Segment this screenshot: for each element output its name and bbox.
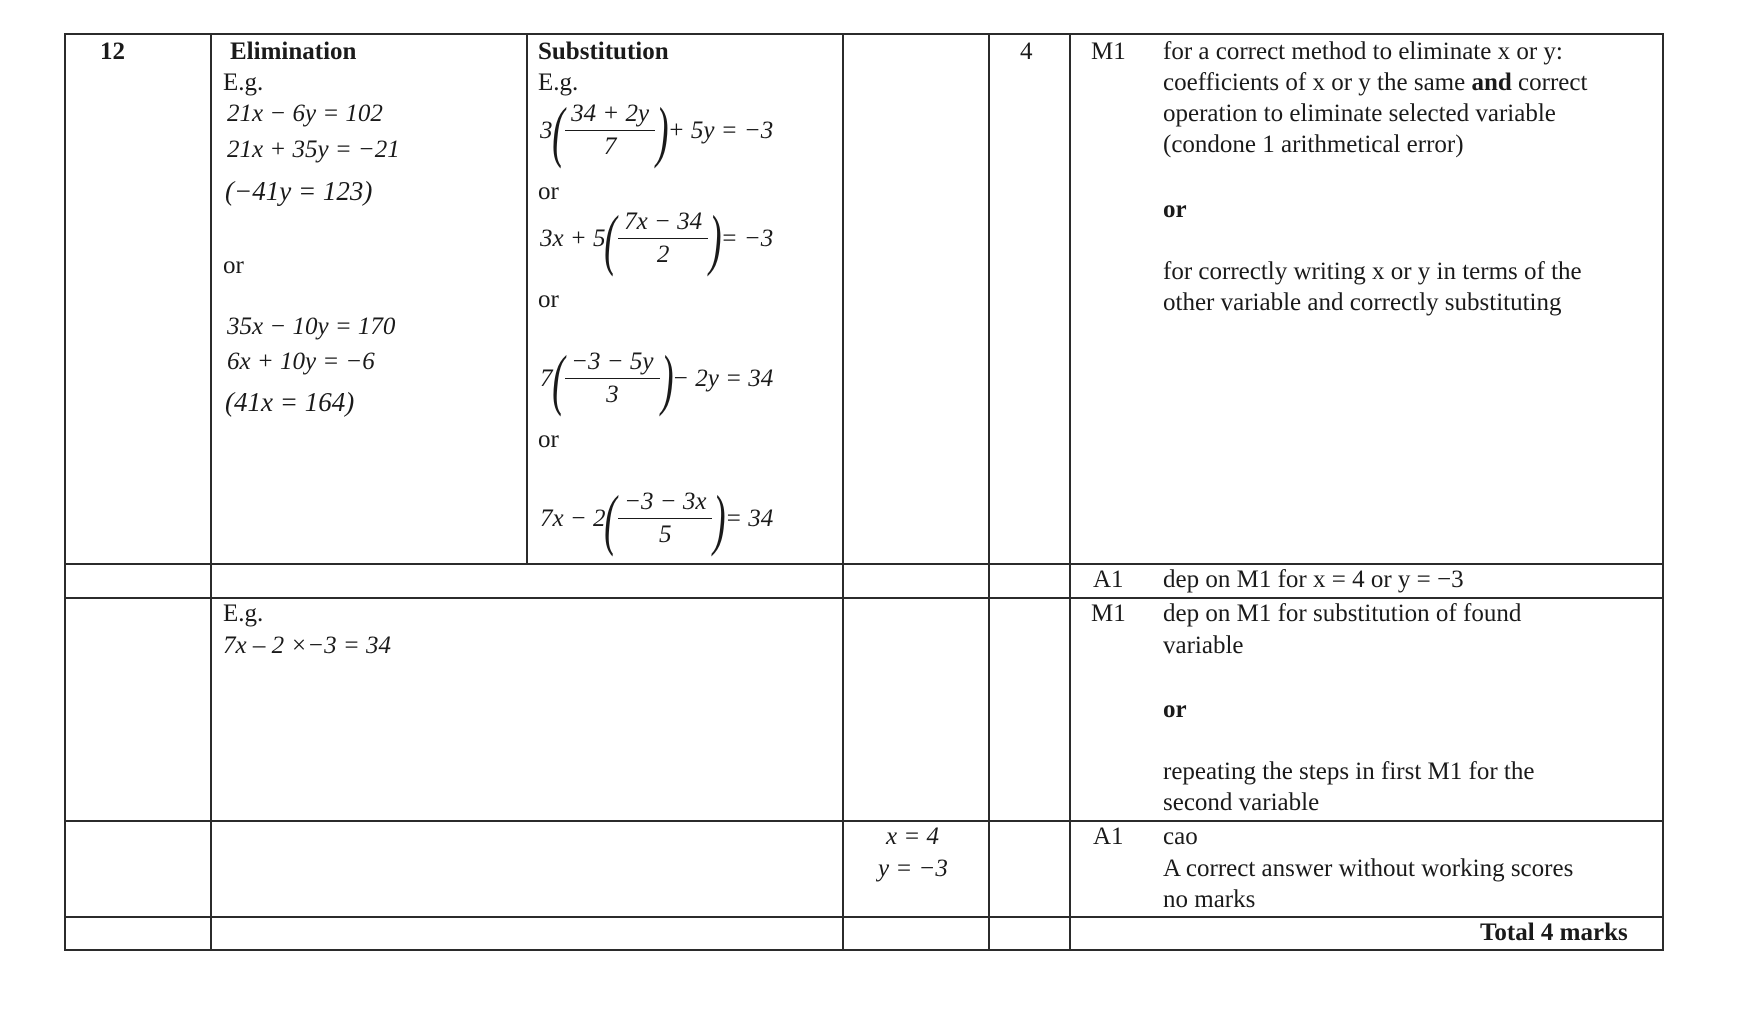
guidance-note: for correctly writing x or y in terms of the [1163,258,1582,285]
right-paren: ) [709,200,722,277]
elimination-equation: 21x + 35y = −21 [227,136,400,163]
fraction-denominator: 5 [659,521,672,548]
elimination-heading: Elimination [230,38,357,65]
substitution-or: or [538,286,559,313]
question-number: 12 [100,38,125,65]
column-divider [1069,33,1071,951]
substitution-equation [540,340,774,417]
table-border-right [1662,33,1664,951]
eq-suffix: = −3 [720,224,774,252]
guidance-note: second variable [1163,789,1320,816]
column-divider [988,33,990,951]
substitution-equation [540,92,774,169]
table-border-top [64,33,1664,35]
left-paren: ( [551,92,565,169]
fraction-numerator: 34 + 2y [565,100,655,131]
substitution-equation [540,480,774,557]
guidance-note: (condone 1 arithmetical error) [1163,131,1464,158]
eq-prefix: 7x − 2 [540,504,606,532]
guidance-note: cao [1163,823,1198,850]
fraction [618,208,708,269]
column-divider [64,33,66,951]
mark-code: A1 [1093,823,1124,850]
mark-total-cell: 4 [1020,38,1033,65]
substitution-or: or [538,426,559,453]
working-equation: 7x – 2 ×−3 = 34 [223,632,391,659]
elimination-result: (41x = 164) [225,387,355,417]
elimination-or: or [223,252,244,279]
left-paren: ( [551,340,565,417]
eq-prefix: 7 [540,364,553,392]
fraction-denominator: 2 [656,241,670,268]
table-border-bottom [64,949,1664,951]
elimination-eg: E.g. [223,69,264,96]
eq-suffix: − 2y = 34 [672,364,774,392]
left-paren: ( [604,200,618,277]
working-eg: E.g. [223,600,264,627]
fraction-numerator: −3 − 3x [618,488,712,519]
right-paren: ) [713,480,727,557]
guidance-or: or [1163,696,1187,723]
guidance-note: for a correct method to eliminate x or y: [1163,38,1563,65]
elimination-equation: 6x + 10y = −6 [227,348,375,375]
mark-code: M1 [1091,600,1126,627]
guidance-text: correct [1511,69,1588,96]
mark-code: A1 [1093,566,1124,593]
fraction-numerator: −3 − 5y [565,348,659,379]
guidance-note: operation to eliminate selected variable [1163,100,1556,127]
total-marks: Total 4 marks [1480,919,1628,946]
substitution-heading: Substitution [538,38,669,65]
guidance-or: or [1163,196,1187,223]
elimination-equation: 35x − 10y = 170 [227,313,396,340]
final-answer: x = 4 [886,823,939,850]
row-divider [64,916,1664,918]
elimination-result: (−41y = 123) [225,176,373,206]
fraction [565,348,659,409]
final-answer: y = −3 [878,855,948,882]
fraction-denominator: 3 [606,381,619,408]
substitution-eg: E.g. [538,69,579,96]
guidance-note: dep on M1 for x = 4 or y = −3 [1163,566,1464,593]
substitution-equation [540,200,774,277]
eq-suffix: + 5y = −3 [667,116,774,144]
fraction [618,488,712,549]
fraction-denominator: 7 [603,133,617,160]
right-paren: ) [656,92,669,169]
right-paren: ) [660,340,674,417]
column-divider [842,33,844,951]
guidance-note: repeating the steps in first M1 for the [1163,758,1535,785]
guidance-note: dep on M1 for substitution of found [1163,600,1522,627]
guidance-note: variable [1163,632,1244,659]
mark-code: M1 [1091,38,1126,65]
eq-prefix: 3x + 5 [540,224,606,252]
guidance-note: other variable and correctly substituting [1163,289,1562,316]
eq-prefix: 3 [540,116,553,144]
guidance-emphasis: and [1471,69,1512,96]
guidance-note: no marks [1163,886,1256,913]
guidance-note: A correct answer without working scores [1163,855,1574,882]
substitution-or: or [538,178,559,205]
elimination-equation: 21x − 6y = 102 [227,100,383,127]
row-divider [64,820,1664,822]
column-divider [526,33,528,565]
fraction [565,100,655,161]
eq-suffix: = 34 [725,504,774,532]
guidance-text: coefficients of x or y the same [1163,69,1472,96]
guidance-note [1163,67,1587,99]
left-paren: ( [604,480,618,557]
column-divider [210,33,212,951]
fraction-numerator: 7x − 34 [618,208,708,239]
